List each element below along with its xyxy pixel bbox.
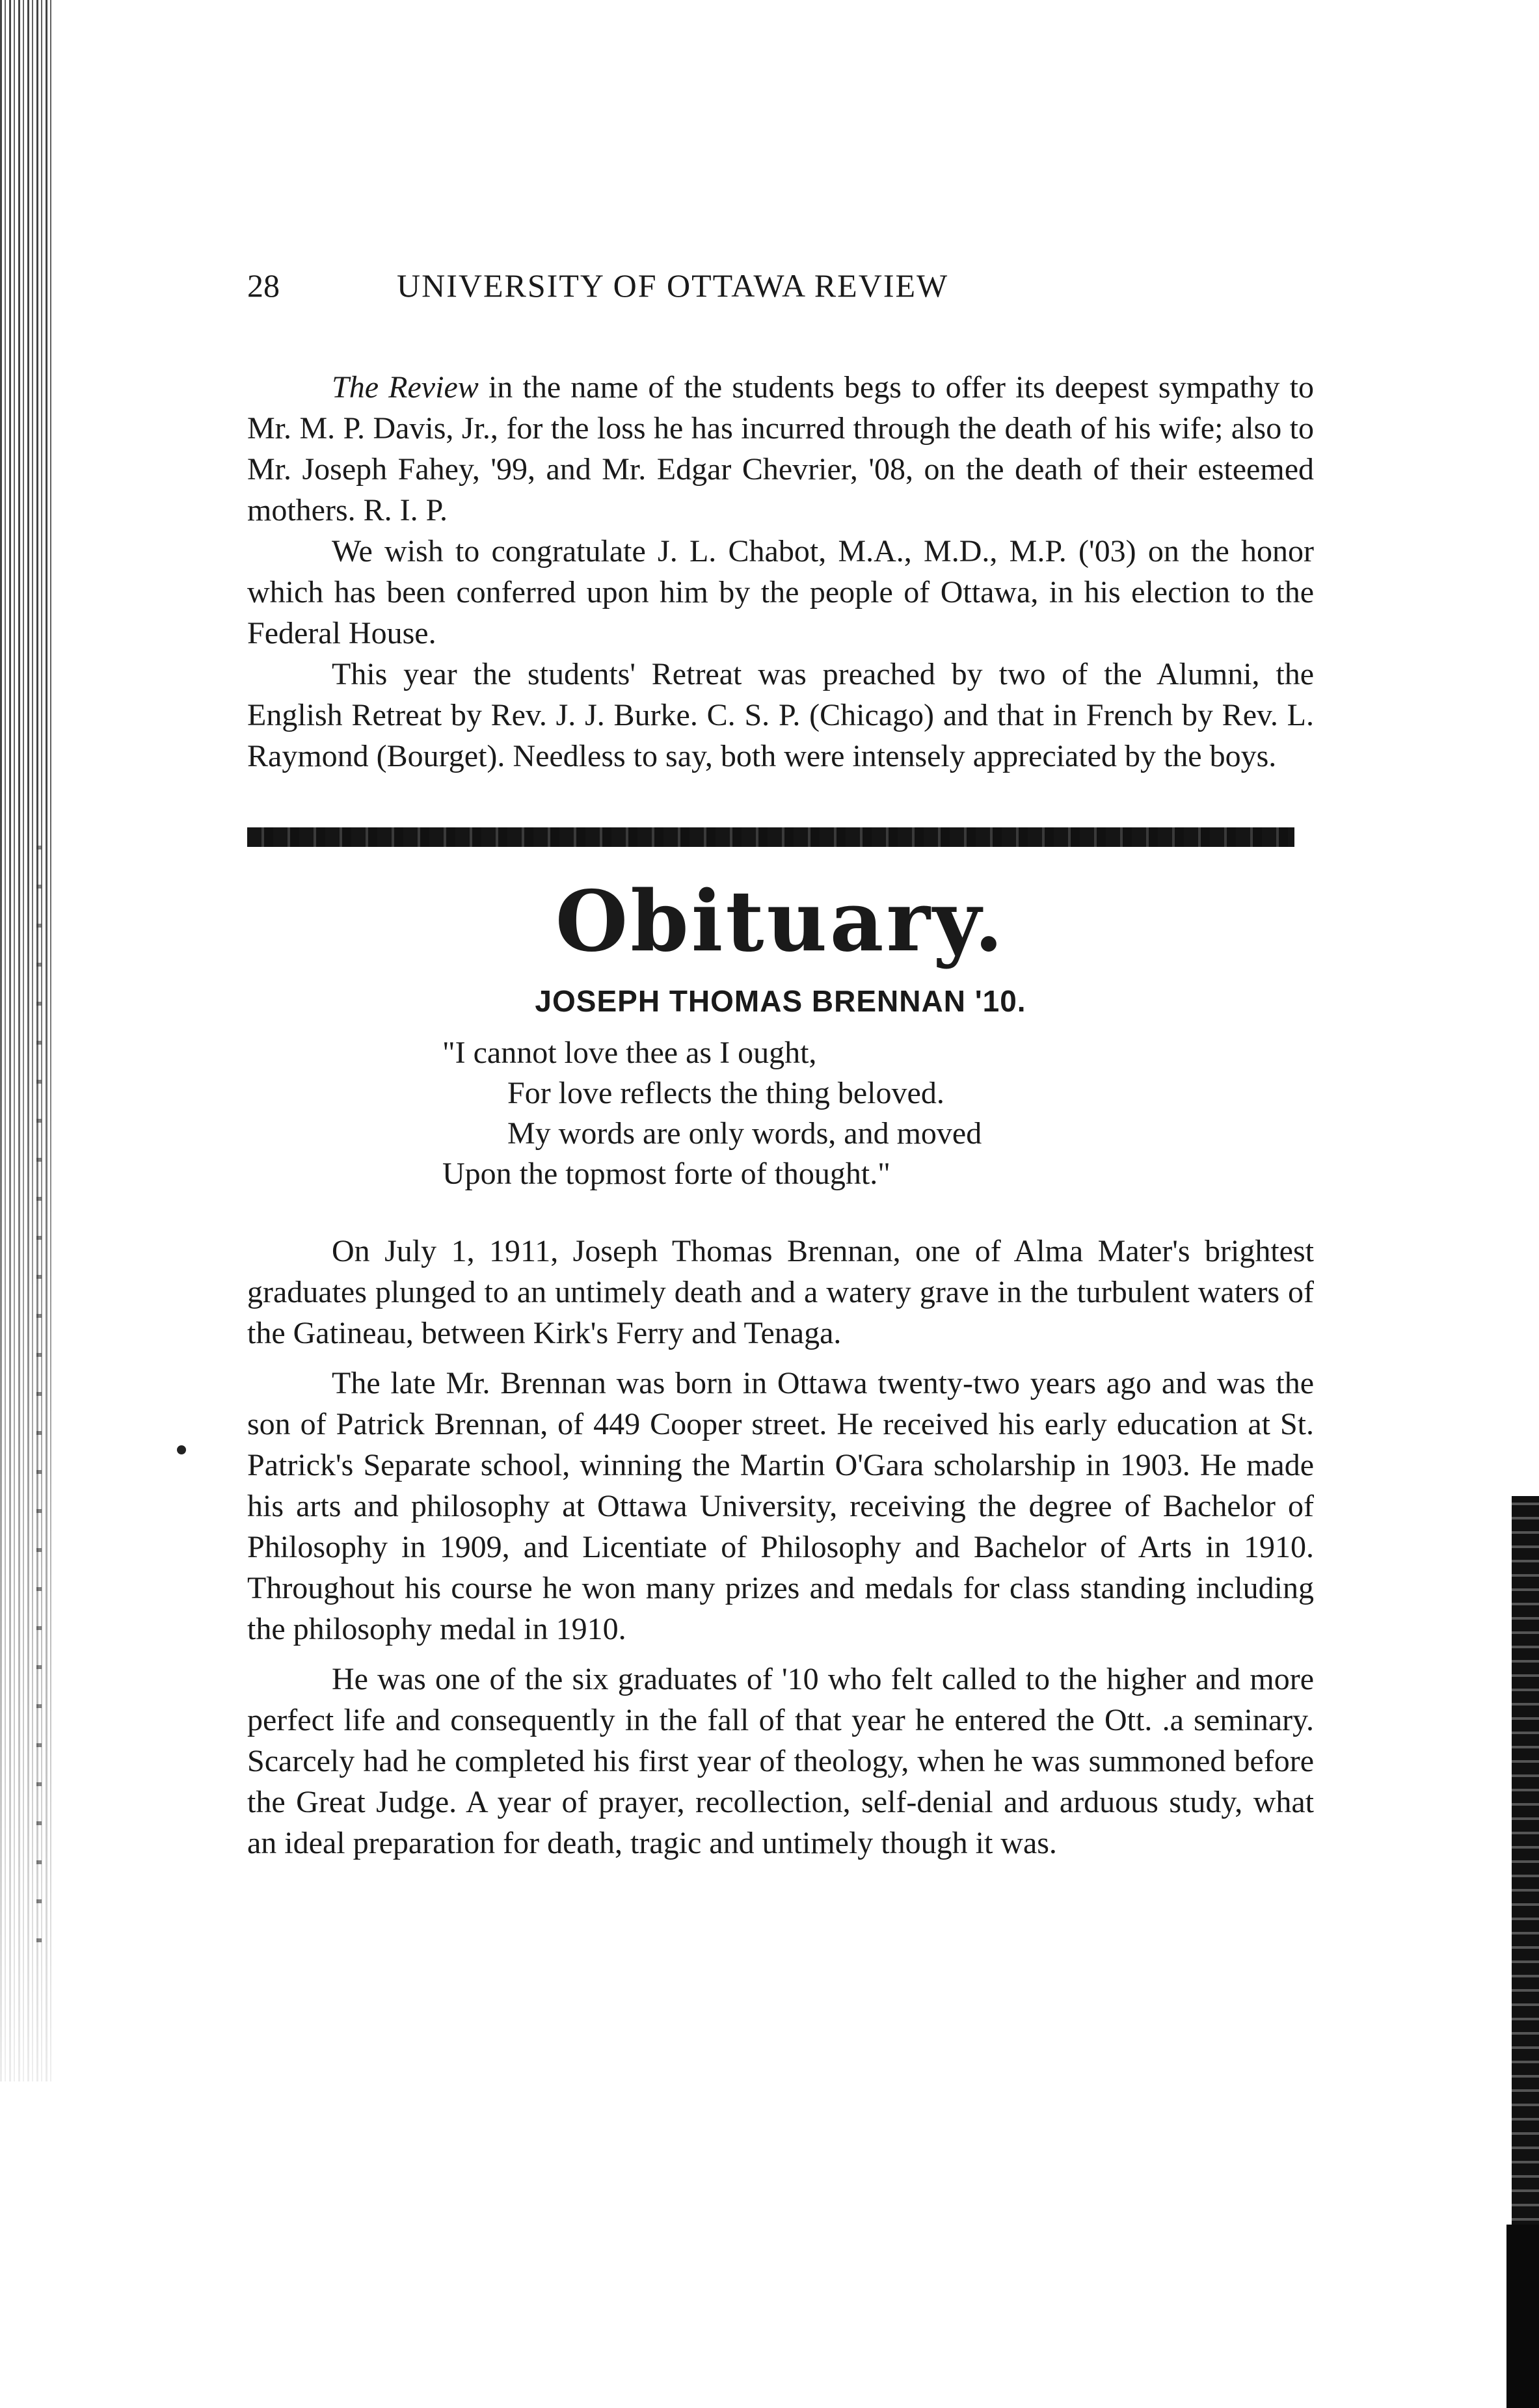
obituary-body [247,1231,1314,1864]
running-header [247,267,1314,319]
review-title-italic: The Review [332,370,479,405]
note-paragraph-retreat: This year the students' Retreat was preached by two of the Alumni, the English Retreat by Rev. J. J. Burke. C. S. P. (Chicago) and that in French by Rev. L. Raymond (Bourget). Needless to say, both were intensely appreciated by the boys. [247,657,1314,773]
section-divider [247,827,1294,847]
obituary-paragraph-seminary: He was one of the six graduates of '10 who felt called to the higher and more perfect life and consequently in the fall of that year he entered the Ott. .a seminary. Scarcely had he completed his first year of theology, when he was summoned before the Great Judge. A year of prayer, recollection, self-denial and arduous study, what an ideal preparation for death, tragic and untimely though it was. [247,1662,1314,1860]
epigraph-poem [442,1033,1314,1194]
poem-line: "I cannot love thee as I ought, [442,1036,817,1070]
notes-section [247,367,1314,777]
margin-bullet [177,1445,186,1454]
page-number: 28 [247,267,280,304]
page-edge-right-bottom [1506,2225,1539,2408]
binding-edge-fade [0,781,55,2081]
margin-marks [36,846,42,1951]
note-paragraph-congratulations: We wish to congratulate J. L. Chabot, M.A., M.D., M.P. ('03) on the honor which has been conferred upon him by the people of Ottawa, in his election to the Federal House. [247,534,1314,650]
note-paragraph-sympathy [247,367,1314,531]
poem-line: For love reflects the thing beloved. [507,1076,944,1110]
obituary-heading: Obituary. [555,873,1006,970]
poem-line: Upon the topmost forte of thought." [442,1157,890,1191]
obituary-paragraph-biography: The late Mr. Brennan was born in Ottawa twenty-two years ago and was the son of Patrick Brennan, of 449 Cooper street. He received his early education at St. Patrick's Separate school, winning the Martin O'Gara scholarship in 1903. He made his arts and philosophy at Ottawa University, receiving the degree of Bachelor of Philosophy in 1909, and Licentiate of Philosophy and Bachelor of Arts in 1910. Throughout his course he won many prizes and medals for class standing including the philosophy medal in 1910. [247,1366,1314,1646]
page-content [247,267,1314,1864]
obituary-name: JOSEPH THOMAS BRENNAN '10. [535,984,1026,1018]
journal-title: UNIVERSITY OF OTTAWA REVIEW [397,267,949,304]
obituary-paragraph-death: On July 1, 1911, Joseph Thomas Brennan, one of Alma Mater's brightest graduates plunged to an untimely death and a watery grave in the turbulent waters of the Gatineau, between Kirk's Ferry and Tenaga. [247,1234,1314,1350]
poem-line: My words are only words, and moved [507,1116,982,1151]
note-paragraph-sympathy-text: in the name of the students begs to offer its deepest sympathy to Mr. M. P. Davis, Jr., for the loss he has incurred through the death of his wife; also to Mr. Joseph Fahey, '99, and Mr. Edgar Chevrier, '08, on the death of their esteemed mothers. R. I. P. [247,370,1314,528]
